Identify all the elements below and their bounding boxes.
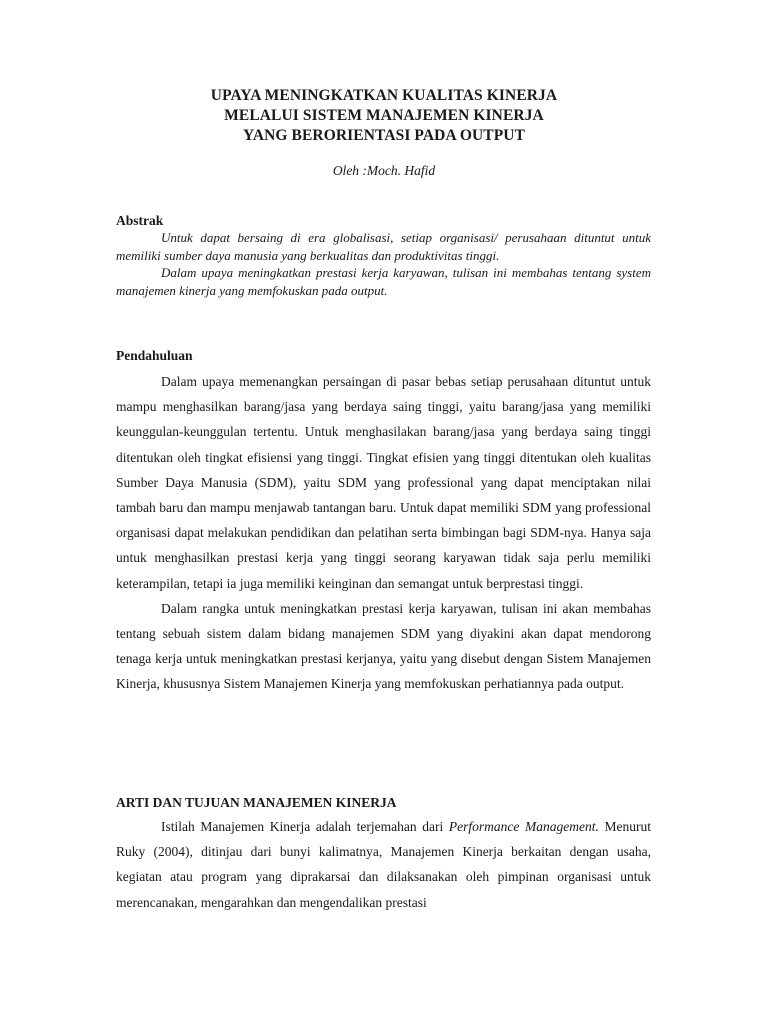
paper-title	[110, 86, 658, 146]
abstract-heading: Abstrak	[116, 213, 164, 228]
abstract-paragraph-1: Untuk dapat bersaing di era globalisasi, setiap organisasi/ perusahaan dituntut untuk memiliki sumber daya manusia yang berkualitas dan produktivitas tinggi.	[116, 230, 651, 263]
section2-term-italic: Performance Management.	[448, 819, 599, 834]
section2-text-start: Istilah Manajemen Kinerja adalah terjemahan dari	[161, 819, 449, 834]
abstract-body	[116, 229, 651, 299]
section2-paragraph-1	[116, 814, 651, 915]
title-line-1: UPAYA MENINGKATKAN KUALITAS KINERJA	[210, 87, 558, 104]
title-line-2: MELALUI SISTEM MANAJEMEN KINERJA	[224, 107, 544, 124]
section2-text-rest: Menurut Ruky (2004), ditinjau dari bunyi kalimatnya, Manajemen Kinerja berkaitan dengan usaha, kegiatan atau program yang diprakarsai dan dilaksanakan oleh pimpinan organisasi untuk merencanakan, mengarahkan dan mengendalikan prestasi	[116, 819, 651, 910]
intro-heading: Pendahuluan	[116, 348, 193, 363]
title-line-3: YANG BERORIENTASI PADA OUTPUT	[242, 127, 526, 144]
author-line: Oleh :Moch. Hafid	[332, 163, 436, 178]
intro-body	[116, 369, 651, 697]
intro-paragraph-1: Dalam upaya memenangkan persaingan di pasar bebas setiap perusahaan dituntut untuk mampu menghasilkan barang/jasa yang berdaya saing tinggi, yaitu barang/jasa yang memiliki keunggulan-keunggulan tertentu. Untuk menghasilakan barang/jasa yang berdaya saing tinggi ditentukan oleh tingkat efisiensi yang tinggi. Tingkat efisien yang tinggi ditentukan oleh kualitas Sumber Daya Manusia (SDM), yaitu SDM yang professional yang dapat menciptakan nilai tambah baru dan mampu menjawab tantangan baru. Untuk dapat memiliki SDM yang professional organisasi dapat melakukan pendidikan dan pelatihan serta bimbingan bagi SDM-nya. Hanya saja untuk menghasilkan prestasi kerja yang tinggi seorang karyawan tidak saja perlu memiliki keterampilan, tetapi ia juga memiliki keinginan dan semangat untuk berprestasi tinggi.	[116, 374, 651, 591]
abstract-paragraph-2: Dalam upaya meningkatkan prestasi kerja karyawan, tulisan ini membahas tentang system manajemen kinerja yang memfokuskan pada output.	[116, 265, 651, 298]
section-heading-arti-tujuan: ARTI DAN TUJUAN MANAJEMEN KINERJA	[116, 795, 397, 810]
section2-body	[116, 814, 651, 915]
intro-paragraph-2: Dalam rangka untuk meningkatkan prestasi kerja karyawan, tulisan ini akan membahas tentang sebuah sistem dalam bidang manajemen SDM yang diyakini akan dapat mendorong tenaga kerja untuk meningkatkan prestasi kerjanya, yaitu yang disebut dengan Sistem Manajemen Kinerja, khususnya Sistem Manajemen Kinerja yang memfokuskan perhatiannya pada output.	[116, 600, 651, 692]
